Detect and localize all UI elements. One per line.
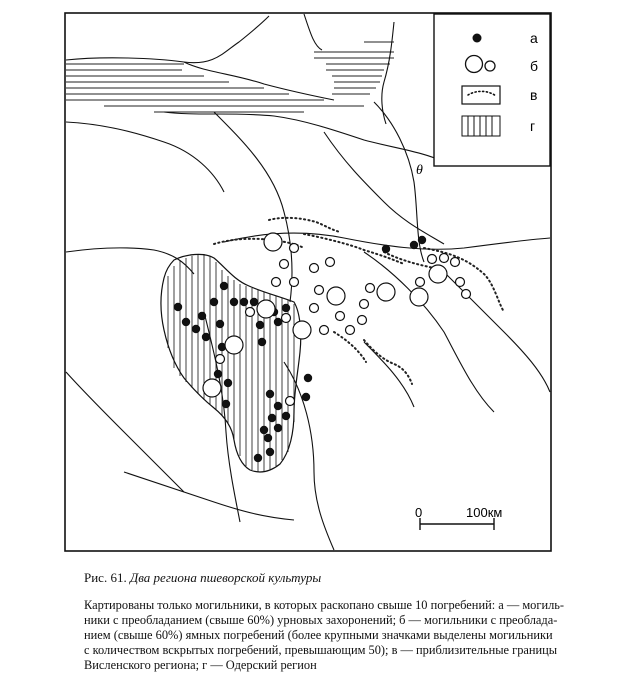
legend-symbol-b-small <box>485 61 495 71</box>
site-pit-cemetery <box>290 244 299 253</box>
site-pit-cemetery <box>290 278 299 287</box>
site-pit-cemetery <box>366 284 375 293</box>
site-urn-cemetery <box>198 312 206 320</box>
sites-type-b <box>203 233 471 406</box>
site-urn-cemetery <box>240 298 248 306</box>
site-urn-cemetery <box>210 298 218 306</box>
site-urn-cemetery <box>256 321 264 329</box>
site-urn-cemetery <box>274 424 282 432</box>
legend-label-a: а <box>530 30 538 46</box>
figure-number: Рис. 61. <box>84 570 127 585</box>
site-pit-cemetery <box>282 314 291 323</box>
site-urn-cemetery <box>260 426 268 434</box>
legend-symbol-b-large <box>466 56 483 73</box>
site-pit-cemetery-large <box>293 321 311 339</box>
site-urn-cemetery <box>254 454 262 462</box>
oder-region <box>161 254 301 472</box>
site-urn-cemetery <box>174 303 182 311</box>
map-corner-mark: θ <box>416 163 423 178</box>
description-line: Картированы только могильники, в которых раскопано свыше 10 погребений: а — могиль- <box>84 598 565 612</box>
site-urn-cemetery <box>418 236 426 244</box>
site-pit-cemetery <box>451 258 460 267</box>
site-urn-cemetery <box>410 241 418 249</box>
site-urn-cemetery <box>224 379 232 387</box>
site-urn-cemetery <box>264 434 272 442</box>
site-urn-cemetery <box>382 245 390 253</box>
description-line: нием (свыше 60%) ямных погребений (более крупными значками выделены могильники <box>84 628 553 642</box>
figure-title: Два региона пшеворской культуры <box>129 570 322 585</box>
site-pit-cemetery <box>456 278 465 287</box>
site-urn-cemetery <box>216 320 224 328</box>
site-urn-cemetery <box>182 318 190 326</box>
site-urn-cemetery <box>214 370 222 378</box>
site-pit-cemetery <box>315 286 324 295</box>
site-urn-cemetery <box>230 298 238 306</box>
site-pit-cemetery <box>280 260 289 269</box>
site-urn-cemetery <box>222 400 230 408</box>
site-pit-cemetery <box>310 264 319 273</box>
site-pit-cemetery <box>286 397 295 406</box>
site-pit-cemetery <box>360 300 369 309</box>
site-pit-cemetery-large <box>410 288 428 306</box>
site-urn-cemetery <box>192 325 200 333</box>
scale-end: 100км <box>466 505 503 520</box>
site-pit-cemetery <box>216 355 225 364</box>
description-line: Висленского региона; г — Одерский регион <box>84 658 317 672</box>
site-pit-cemetery <box>320 326 329 335</box>
site-pit-cemetery-large <box>203 379 221 397</box>
site-pit-cemetery-large <box>429 265 447 283</box>
description-line: с количеством вскрытых погребений, превышающим 50); в — приблизительные границы <box>84 643 558 657</box>
site-urn-cemetery <box>266 448 274 456</box>
site-pit-cemetery <box>416 278 425 287</box>
site-pit-cemetery-large <box>257 300 275 318</box>
site-urn-cemetery <box>274 402 282 410</box>
site-urn-cemetery <box>274 318 282 326</box>
site-urn-cemetery <box>220 282 228 290</box>
description-line: ники с преобладанием (свыше 60%) урновых захоронений; б — могильники с преоблада- <box>84 613 558 627</box>
site-pit-cemetery <box>462 290 471 299</box>
scale-zero: 0 <box>415 505 423 520</box>
site-pit-cemetery <box>326 258 335 267</box>
site-urn-cemetery <box>282 412 290 420</box>
legend <box>434 14 550 166</box>
legend-label-v: в <box>530 87 538 103</box>
site-pit-cemetery <box>246 308 255 317</box>
scale-bar <box>415 505 502 530</box>
figure-description <box>84 598 612 673</box>
site-pit-cemetery-large <box>225 336 243 354</box>
site-pit-cemetery <box>346 326 355 335</box>
site-urn-cemetery <box>304 374 312 382</box>
site-urn-cemetery <box>250 298 258 306</box>
site-pit-cemetery <box>336 312 345 321</box>
site-pit-cemetery <box>310 304 319 313</box>
legend-symbol-a <box>473 34 482 43</box>
legend-label-b: б <box>530 58 539 74</box>
site-urn-cemetery <box>302 393 310 401</box>
site-pit-cemetery-large <box>264 233 282 251</box>
legend-label-g: г <box>530 118 536 134</box>
site-pit-cemetery <box>358 316 367 325</box>
site-pit-cemetery-large <box>327 287 345 305</box>
map-canvas <box>64 12 552 552</box>
figure-caption <box>84 570 321 586</box>
site-urn-cemetery <box>282 304 290 312</box>
site-urn-cemetery <box>266 390 274 398</box>
site-urn-cemetery <box>258 338 266 346</box>
sea-area <box>66 42 394 112</box>
site-pit-cemetery <box>440 254 449 263</box>
site-urn-cemetery <box>202 333 210 341</box>
site-urn-cemetery <box>268 414 276 422</box>
site-pit-cemetery <box>428 255 437 264</box>
map-frame <box>64 12 552 552</box>
site-pit-cemetery-large <box>377 283 395 301</box>
site-pit-cemetery <box>272 278 281 287</box>
